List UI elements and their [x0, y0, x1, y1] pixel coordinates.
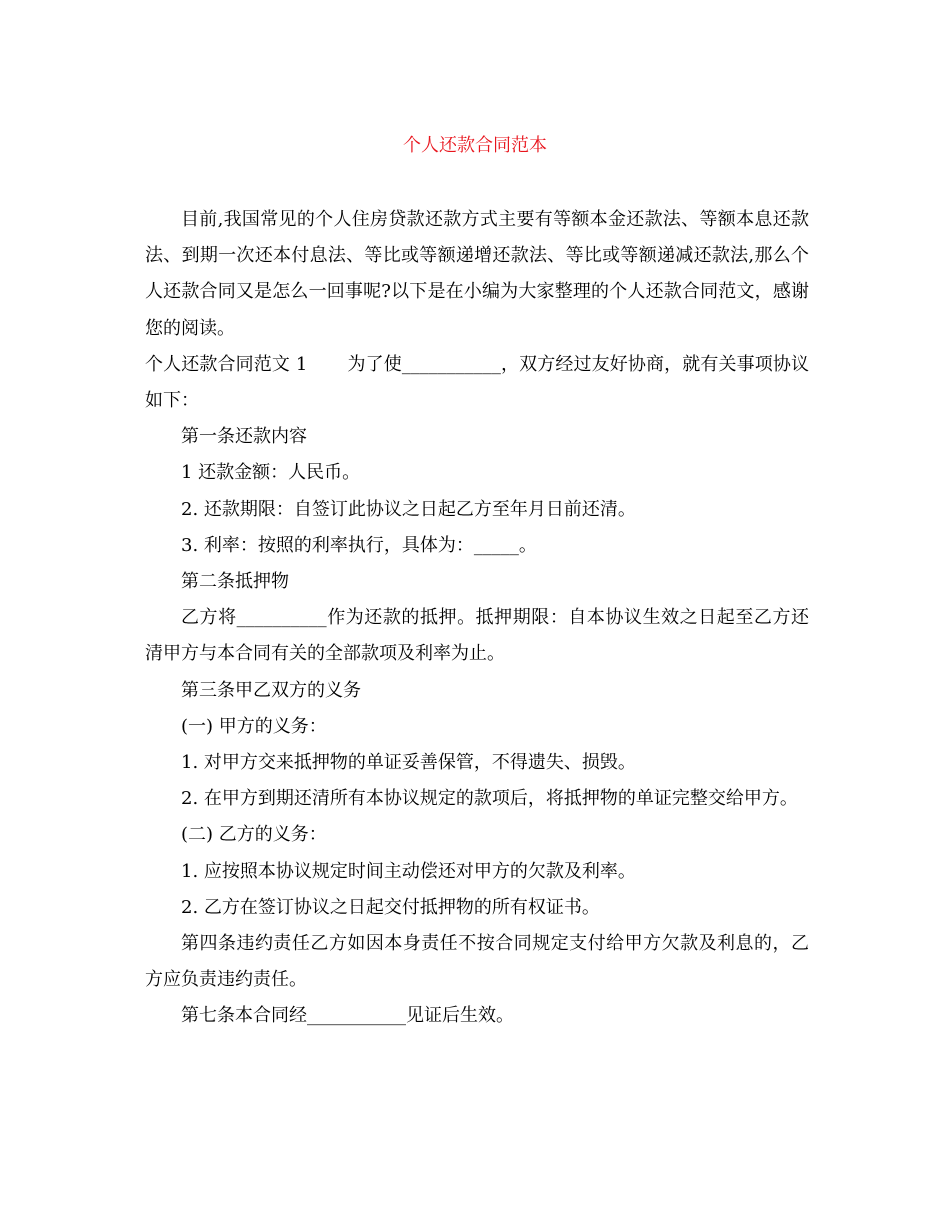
section-1-item-3: 3. 利率：按照的利率执行，具体为：_____。 [181, 534, 537, 556]
section-1-item-1: 1 还款金额：人民币。 [181, 462, 361, 484]
section-2-text: 乙方将__________作为还款的抵押。抵押期限：自本协议生效之日起至乙方还清甲方与本合同有关的全部款项及利率为止。 [145, 607, 809, 665]
section-3-party-b-item-1: 1. 应按照本协议规定时间主动偿还对甲方的欠款及利率。 [181, 860, 636, 882]
section-1-title: 第一条还款内容 [181, 426, 307, 448]
preamble-text: 为了使___________，双方经过友好协商，就有关事项协议如下： [145, 353, 809, 412]
section-3-party-a-item-1: 1. 对甲方交来抵押物的单证妥善保管，不得遗失、损毁。 [181, 752, 636, 774]
section-3-party-b-title: (二) 乙方的义务： [181, 824, 327, 846]
section-4-text: 第四条违约责任乙方如因本身责任不按合同规定支付给甲方欠款及利息的，乙方应负责违约责任。 [145, 933, 809, 991]
section-2-title: 第二条抵押物 [181, 571, 289, 593]
section-3-party-a-title: (一) 甲方的义务： [181, 715, 327, 737]
sample-paragraph [145, 347, 809, 419]
intro-paragraph: 目前,我国常见的个人住房贷款还款方式主要有等额本金还款法、等额本息还款法、到期一次还本付息法、等比或等额递增还款法、等比或等额递减还款法,那么个人还款合同又是怎么一回事呢?以下是在小编为大家整理的个人还款合同范文，感谢您的阅读。 [145, 209, 809, 339]
document-body [145, 202, 809, 1035]
section-7-text: 第七条本合同经___________见证后生效。 [181, 1005, 514, 1027]
section-1-item-2: 2. 还款期限：自签订此协议之日起乙方至年月日前还清。 [181, 498, 636, 520]
section-3-title: 第三条甲乙双方的义务 [181, 679, 361, 701]
section-3-party-a-item-2: 2. 在甲方到期还清所有本协议规定的款项后，将抵押物的单证完整交给甲方。 [181, 788, 798, 810]
section-3-party-b-item-2: 2. 乙方在签订协议之日起交付抵押物的所有权证书。 [181, 896, 600, 918]
document-title: 个人还款合同范本 [403, 135, 547, 156]
sample-heading: 个人还款合同范文 1 [145, 353, 308, 375]
